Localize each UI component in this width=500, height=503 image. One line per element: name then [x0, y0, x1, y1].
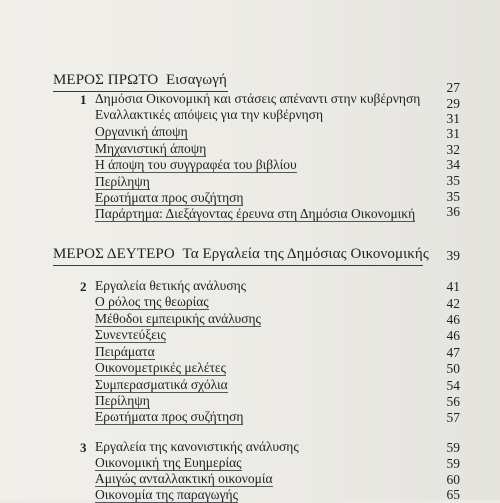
- toc-entry: Περίληψη: [95, 393, 150, 408]
- toc-page-number: 36: [446, 204, 460, 219]
- toc-entry: Οικονομία της παραγωγής: [95, 487, 238, 502]
- toc-page-number: 56: [446, 394, 460, 409]
- toc-page-number: 29: [446, 96, 460, 111]
- toc-page-number: 31: [446, 126, 460, 141]
- toc-entry: Αμιγώς ανταλλακτική οικονομία: [95, 471, 273, 486]
- toc-entry: Παράρτημα: Διεξάγοντας έρευνα στη Δημόσια Οικονομική: [95, 206, 416, 221]
- toc-page-number: 46: [446, 312, 460, 327]
- toc-page-number: 65: [446, 487, 460, 502]
- toc-page-number: 35: [446, 189, 460, 204]
- toc-page-number: 57: [446, 410, 460, 425]
- toc-entry: Η άποψη του συγγραφέα του βιβλίου: [95, 157, 297, 172]
- toc-page-number: 59: [446, 456, 460, 471]
- toc-page-number: 59: [446, 440, 460, 455]
- part-label: ΜΕΡΟΣ ΔΕΥΤΕΡΟ: [53, 246, 175, 262]
- chapter-number: 2: [80, 279, 87, 294]
- toc-entry: Δημόσια Οικονομική και στάσεις απέναντι στην κυβέρνηση: [95, 91, 421, 106]
- toc-page-number: 46: [446, 328, 460, 343]
- toc-entry: Εργαλεία της κανονιστικής ανάλυσης: [95, 439, 299, 454]
- toc-entry: Οικονομική της Ευημερίας: [95, 455, 242, 470]
- toc-entry: Οικονομετρικές μελέτες: [95, 360, 226, 375]
- part-heading: [53, 72, 227, 89]
- part-title: Εισαγωγή: [166, 72, 227, 88]
- toc-entry: Εναλλακτικές απόψεις για την κυβέρνηση: [95, 107, 324, 122]
- toc-page-number: 54: [446, 378, 460, 393]
- part-underline: [53, 265, 423, 266]
- toc-page-number: 34: [446, 157, 460, 172]
- part-heading: [53, 246, 429, 263]
- part-title: Τα Εργαλεία της Δημόσιας Οικονομικής: [182, 246, 429, 262]
- toc-entry: Ο ρόλος της θεωρίας: [95, 294, 209, 309]
- toc-entry: Μέθοδοι εμπειρικής ανάλυσης: [95, 311, 261, 326]
- toc-entry: Περίληψη: [95, 174, 150, 189]
- toc-page-number: 41: [446, 279, 460, 294]
- chapter-number: 1: [80, 92, 87, 107]
- toc-entry: Ερωτήματα προς συζήτηση: [95, 409, 244, 424]
- part-page-number: 39: [446, 248, 460, 263]
- toc-entry: Συνεντεύξεις: [95, 327, 166, 342]
- toc-entry: Μηχανιστική άποψη: [95, 141, 207, 156]
- toc-entry: Πειράματα: [95, 344, 155, 359]
- toc-entry: Εργαλεία θετικής ανάλυσης: [95, 278, 247, 293]
- toc-page-number: 47: [446, 345, 460, 360]
- toc-entry: Οργανική άποψη: [95, 124, 188, 139]
- toc-page-number: 27: [446, 80, 460, 95]
- toc-page-number: 35: [446, 173, 460, 188]
- toc-entry: Συμπερασματικά σχόλια: [95, 377, 228, 392]
- toc-page-number: 32: [446, 142, 460, 157]
- part-label: ΜΕΡΟΣ ΠΡΩΤΟ: [53, 72, 159, 88]
- toc-page-number: 42: [446, 296, 460, 311]
- chapter-number: 3: [80, 440, 87, 455]
- toc-entry: Ερωτήματα προς συζήτηση: [95, 190, 244, 205]
- toc-page-number: 50: [446, 361, 460, 376]
- toc-page-number: 60: [446, 472, 460, 487]
- toc-page-number: 31: [446, 111, 460, 126]
